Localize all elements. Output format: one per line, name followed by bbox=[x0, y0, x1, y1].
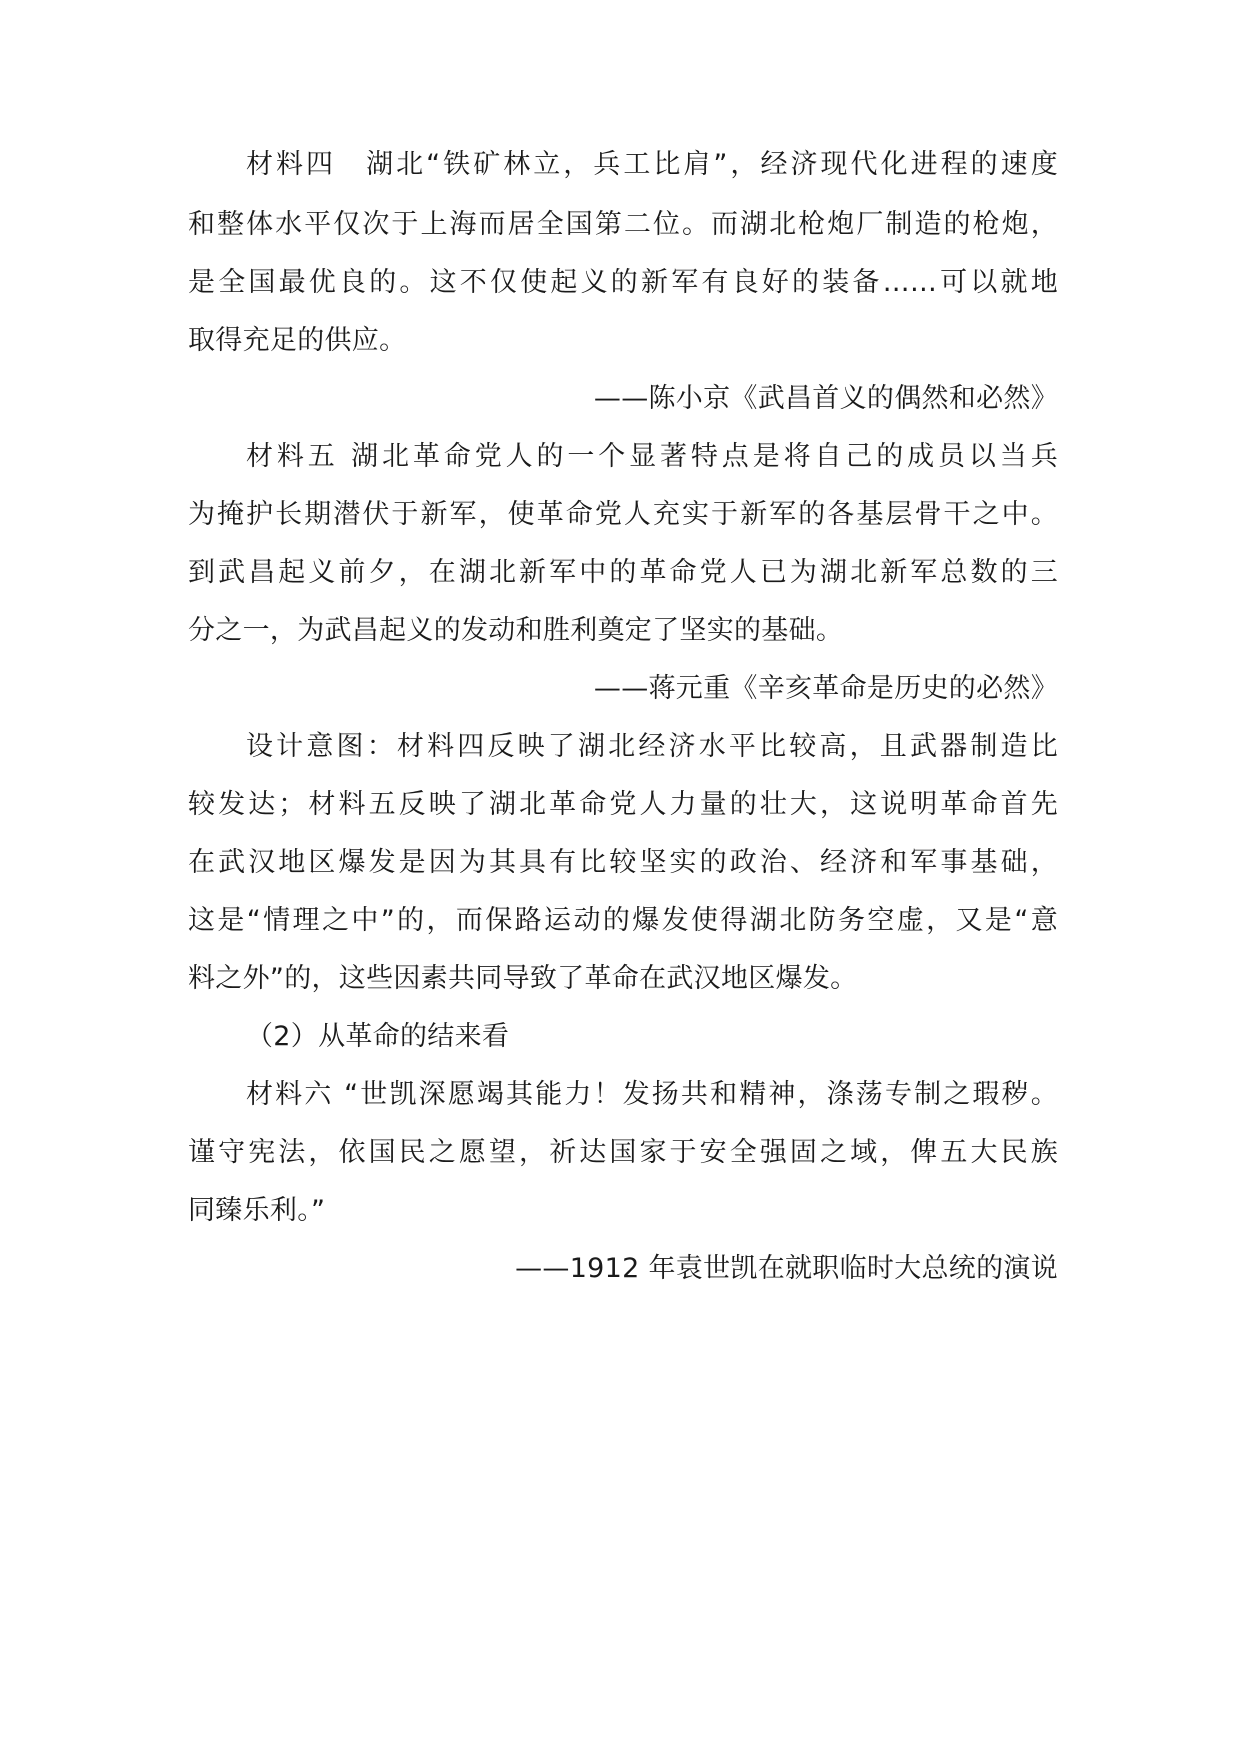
material-5-source: ——蒋元重《辛亥革命是历史的必然》 bbox=[593, 673, 1058, 704]
material-5-line-4: 分之一，为武昌起义的发动和胜利奠定了坚实的基础。 bbox=[188, 615, 844, 646]
material-5-line-3: 到武昌起义前夕，在湖北新军中的革命党人已为湖北新军总数的三 bbox=[188, 557, 1058, 588]
design-intent-line-1: 设计意图：材料四反映了湖北经济水平比较高，且武器制造比 bbox=[246, 731, 1058, 762]
material-4-line-2: 和整体水平仅次于上海而居全国第二位。而湖北枪炮厂制造的枪炮， bbox=[188, 209, 1058, 240]
material-5-line-1: 材料五 湖北革命党人的一个显著特点是将自己的成员以当兵 bbox=[246, 441, 1058, 472]
material-5-line-2: 为掩护长期潜伏于新军，使革命党人充实于新军的各基层骨干之中。 bbox=[188, 499, 1058, 530]
material-4-source: ——陈小京《武昌首义的偶然和必然》 bbox=[593, 383, 1058, 414]
design-intent-line-2: 较发达；材料五反映了湖北革命党人力量的壮大，这说明革命首先 bbox=[188, 789, 1058, 820]
material-6-source: ——1912 年袁世凯在就职临时大总统的演说 bbox=[515, 1253, 1058, 1284]
material-4-line-4: 取得充足的供应。 bbox=[188, 325, 407, 356]
design-intent-line-5: 料之外”的，这些因素共同导致了革命在武汉地区爆发。 bbox=[188, 963, 858, 994]
material-4-line-3: 是全国最优良的。这不仅使起义的新军有良好的装备……可以就地 bbox=[188, 267, 1058, 298]
material-6-line-1: 材料六 “世凯深愿竭其能力！发扬共和精神，涤荡专制之瑕秽。 bbox=[246, 1079, 1058, 1110]
design-intent-line-3: 在武汉地区爆发是因为其具有比较坚实的政治、经济和军事基础， bbox=[188, 847, 1058, 878]
section-heading: （2）从革命的结来看 bbox=[246, 1021, 510, 1052]
design-intent-line-4: 这是“情理之中”的，而保路运动的爆发使得湖北防务空虚，又是“意 bbox=[188, 905, 1058, 936]
material-6-line-3: 同臻乐利。” bbox=[188, 1195, 326, 1226]
material-4-line-1: 材料四 湖北“铁矿林立，兵工比肩”，经济现代化进程的速度 bbox=[246, 149, 1058, 180]
material-6-line-2: 谨守宪法，依国民之愿望，祈达国家于安全强固之域，俾五大民族 bbox=[188, 1137, 1058, 1168]
